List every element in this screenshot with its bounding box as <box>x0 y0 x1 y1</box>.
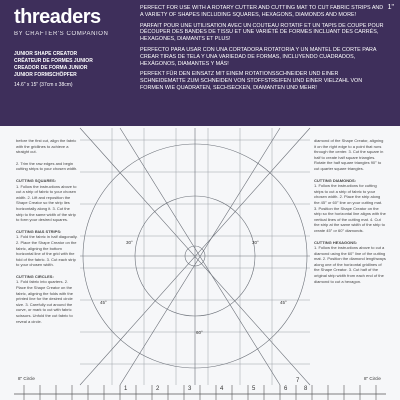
instructions-right <box>314 132 386 284</box>
section-body: 2. Trim the raw edges and begin cutting strips to your chosen width. <box>16 160 78 172</box>
section-body: 1. Fold the fabric in half diagonally. 2. Place the Shape Creator on the fabric, aligning the bottom horizontal line of the grid with the fold of the fabric. 3. Cut each strip to your chosen width. <box>16 234 78 268</box>
angle-label: 45° <box>280 300 287 305</box>
product-names <box>14 51 130 79</box>
product-header <box>0 0 400 126</box>
scale-number: 6 <box>284 386 288 392</box>
angle-label: 60° <box>196 330 203 335</box>
product-name-es: CREADOR DE FORMA JUNIOR <box>14 65 88 71</box>
scale-number: 4 <box>220 386 224 392</box>
scale-number: 8 <box>304 386 308 392</box>
section-title: CUTTING DIAMONDS: <box>314 177 356 183</box>
section-title: CUTTING SQUARES: <box>16 177 56 183</box>
right-section-2 <box>314 240 386 285</box>
logo-subtitle: BY CRAFTER'S COMPANION <box>14 31 109 37</box>
angle-label: 30° <box>252 240 259 245</box>
circle-label-right: 8" Circle <box>364 376 381 381</box>
section-title: CUTTING CIRCLES: <box>16 273 54 279</box>
corner-measure: 1" <box>387 4 394 11</box>
section-title: CUTTING HEXAGONS: <box>314 239 358 245</box>
angle-label: 45° <box>100 300 107 305</box>
left-section-3 <box>16 229 78 268</box>
product-name-en: JUNIOR SHAPE CREATOR <box>14 51 78 57</box>
circle-label-left: 8" Circle <box>18 376 35 381</box>
left-section-0 <box>16 138 78 155</box>
scale-number: 1 <box>124 386 128 392</box>
right-section-1 <box>314 178 386 234</box>
section-title: CUTTING BIAS STRIPS: <box>16 228 62 234</box>
right-section-0 <box>314 138 386 172</box>
description-fr: PARFAIT POUR UNE UTILISATION AVEC UN COUTEAU ROTATIF ET UN TAPIS DE COUPE POUR DÉCOUPER DES BANDES DE TISSU ET UNE VARIÉTÉ DE FORMES INCLUANT DES CARRÉS, HEXAGONES, DIAMANTS ET PLUS! <box>140 22 384 43</box>
description-en: PERFECT FOR USE WITH A ROTARY CUTTER AND CUTTING MAT TO CUT FABRIC STRIPS AND A VARIETY OF SHAPES INCLUDING SQUARES, HEXAGONS, DIAMONDS AND MORE! <box>140 5 384 18</box>
section-body: 1. Follow the instructions for cutting strips to cut a strip of fabric to your chosen width. 2. Place the strip along the 45° or 60° line on your cutting mat. 3. Position the Shape Creator on the strip so the horizontal line aligns with the vertical lines of the cutting mat. 4. Cut the strip at the same width of the strip to create 45° or 60° diamonds. <box>314 183 386 233</box>
scale-number: 7 <box>296 378 300 384</box>
left-section-4 <box>16 274 78 324</box>
left-section-2 <box>16 178 78 223</box>
section-body: 1. Follow the instructions above to cut a diamond using the 60° line of the cutting mat. 2. Position the diamond lengthways along one of the horizontal gridlines of the Shape Creator. 3. Cut half of the original strip width from each end of the diamond to cut a hexagon. <box>314 245 386 284</box>
angle-label: 30° <box>126 240 133 245</box>
section-body: before the first cut, align the fabric with the gridlines to achieve a straight cut. <box>16 138 77 155</box>
product-description <box>140 5 384 96</box>
instructions-left <box>16 132 78 324</box>
section-body: 1. Follow the instructions above to cut a strip of fabric to your chosen width. 2. Lift and reposition the Shape Creator so the strip lies horizontally along it. 3. Cut the strip to the same width of the strip to form your desired squares. <box>16 183 77 223</box>
product-name-fr: CRÉATEUR DE FORMES JUNIOR <box>14 58 93 64</box>
section-body: diamond of the Shape Creator, aligning it on the right edge to a point that runs through the center. 3. Cut the square in half to create half square triangles. Rotate the half square triangles 90° to cut quarter square triangles. <box>314 138 384 171</box>
scale-number: 2 <box>156 386 160 392</box>
threaders-logo: threaders <box>14 6 101 28</box>
product-name-de: JUNIOR FORMSCHÖPFER <box>14 72 77 78</box>
section-body: 1. Fold fabric into quarters. 2. Place the Shape Creator on the fabric, aligning the folds with the printed line for the desired circle size. 3. Carefully cut around the curve, or mark to cut with fabric scissors. Unfold the cut fabric to reveal a circle. <box>16 279 73 324</box>
scale-number: 5 <box>252 386 256 392</box>
left-section-1 <box>16 161 78 172</box>
scale-number: 3 <box>188 386 192 392</box>
product-size: 14.6" x 15" (37cm x 38cm) <box>14 82 73 88</box>
description-de: PERFEKT FÜR DEN EINSATZ MIT EINEM ROTATIONSSCHNEIDER UND EINER SCHNEIDEMATTE ZUM SCHNEIDEN VON STOFFSTREIFEN UND EINER VIELZAHL VON FORMEN WIE QUADRATEN, SECHSECKEN, DIAMANTEN UND MEHR! <box>140 71 363 91</box>
brand-block <box>14 6 130 88</box>
description-es: PERFECTO PARA USAR CON UNA CORTADORA ROTATORIA Y UN MANTEL DE CORTE PARA CREAR TIRAS DE TELA Y UNA VARIEDAD DE FORMAS, INCLUYENDO CUADRADOS, HEXÁGONOS, DIAMANTES Y MÁS! <box>140 46 377 67</box>
